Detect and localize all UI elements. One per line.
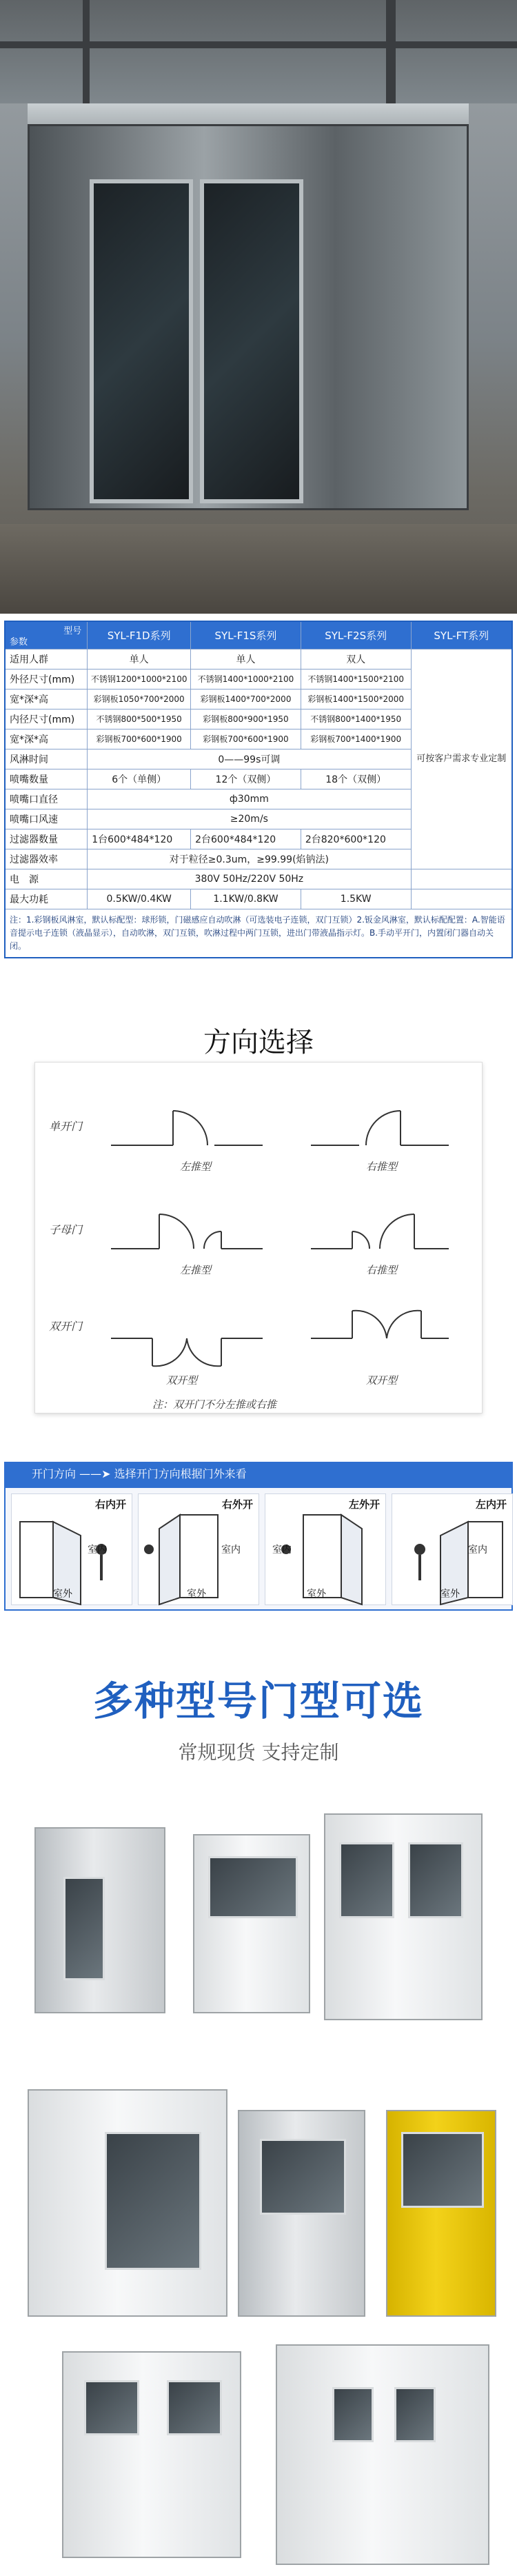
- product-image: [324, 1813, 483, 2020]
- direction-note: 注：双开门不分左推或右推: [152, 1398, 277, 1411]
- door-direction-banner: 开门方向 ——➤ 选择开门方向根据门外来看: [4, 1462, 513, 1487]
- tile-right-inward: 右内开 室内 室外: [11, 1493, 132, 1605]
- table-row: 喷嘴口风速 ≥20m/s: [5, 809, 512, 829]
- table-row: 外径尺寸(mm) 不锈钢1200*1000*2100 不锈钢1400*1000*2100 不锈钢1400*1500*2100: [5, 669, 512, 689]
- spec-note: 注：1.彩钢板风淋室，默认标配型：球形锁，门磁感应自动吹淋（可选装电子连锁，双门互锁）2.钣金风淋室，默认标配配置：A.智能语音提示电子连锁（液晶显示），自动吹淋，双门互锁，吹淋过程中两门互锁，进出门带液晶指示灯。B.手动平开门，内置闭门器自动关闭。: [5, 909, 512, 958]
- product-image: [238, 2110, 365, 2317]
- models-title: 多种型号门型可选: [92, 1678, 424, 1724]
- tile-left-outward: 左外开 室内 室外: [265, 1493, 386, 1605]
- row-label-double: 双开门: [49, 1320, 83, 1333]
- table-row: 风淋时间 0——99s可调: [5, 749, 512, 769]
- door-icon: [12, 1494, 133, 1606]
- model-f1s: SYL-F1S系列: [191, 621, 301, 649]
- table-row: 适用人群 单人 单人 双人 可按客户需求专业定制: [5, 649, 512, 669]
- tile-left-inward: 左内开 室内 室外: [392, 1493, 513, 1605]
- door-swing-diagram: [35, 1063, 483, 1414]
- factory-floor: [0, 524, 517, 614]
- model-f2s: SYL-F2S系列: [301, 621, 411, 649]
- direction-diagram: 单开门 子母门 双开门 左推型 右推型 左推型 右推型 双开型 双开型 注：双开门不分左推或右推: [34, 1062, 483, 1413]
- air-shower-door-right: [200, 179, 303, 503]
- table-row: 最大功耗 0.5KW/0.4KW 1.1KW/0.8KW 1.5KW: [5, 889, 512, 909]
- table-row: 宽*深*高 彩钢板1050*700*2000 彩钢板1400*700*2000 彩钢板1400*1500*2000: [5, 689, 512, 709]
- table-row: 电 源 380V 50Hz/220V 50Hz: [5, 869, 512, 889]
- product-image: [34, 1827, 165, 2013]
- table-row: 宽*深*高 彩钢板700*600*1900 彩钢板700*600*1900 彩钢板700*1400*1900: [5, 729, 512, 749]
- table-row: 喷嘴数量 6个（单侧） 12个（双侧） 18个（双侧）: [5, 769, 512, 789]
- row-label-single: 单开门: [49, 1120, 83, 1133]
- product-image: [386, 2110, 496, 2317]
- models-subtitle: 常规现货 支持定制: [178, 1741, 339, 1764]
- model-f1d: SYL-F1D系列: [88, 621, 191, 649]
- product-image: [28, 2089, 227, 2317]
- custom-note: 可按客户需求专业定制: [411, 649, 512, 869]
- spec-table: [4, 621, 513, 958]
- air-shower-door-left: [90, 179, 193, 503]
- tile-right-outward: 右外开 室内 室外: [138, 1493, 259, 1605]
- table-row: 内径尺寸(mm) 不锈钢800*500*1950 彩钢板800*900*1950 不锈钢800*1400*1950: [5, 709, 512, 729]
- factory-roof: [0, 0, 517, 103]
- table-row: 过滤器数量 1台600*484*120 2台600*484*120 2台820*600*120: [5, 829, 512, 849]
- table-row: 喷嘴口直径 ф30mm: [5, 789, 512, 809]
- product-image: [276, 2344, 489, 2565]
- direction-title: 方向选择: [203, 1027, 314, 1058]
- spec-corner: 型号 参数: [5, 621, 88, 649]
- product-image: [62, 2351, 241, 2558]
- product-image: [193, 1834, 310, 2013]
- row-label-mother: 子母门: [49, 1223, 83, 1236]
- table-row: 过滤器效率 对于粒径≥0.3um，≥99.99(焰钠法): [5, 849, 512, 869]
- door-direction-tiles: [4, 1487, 513, 1611]
- model-ft: SYL-FT系列: [411, 621, 512, 649]
- hero-product-photo: [0, 0, 517, 614]
